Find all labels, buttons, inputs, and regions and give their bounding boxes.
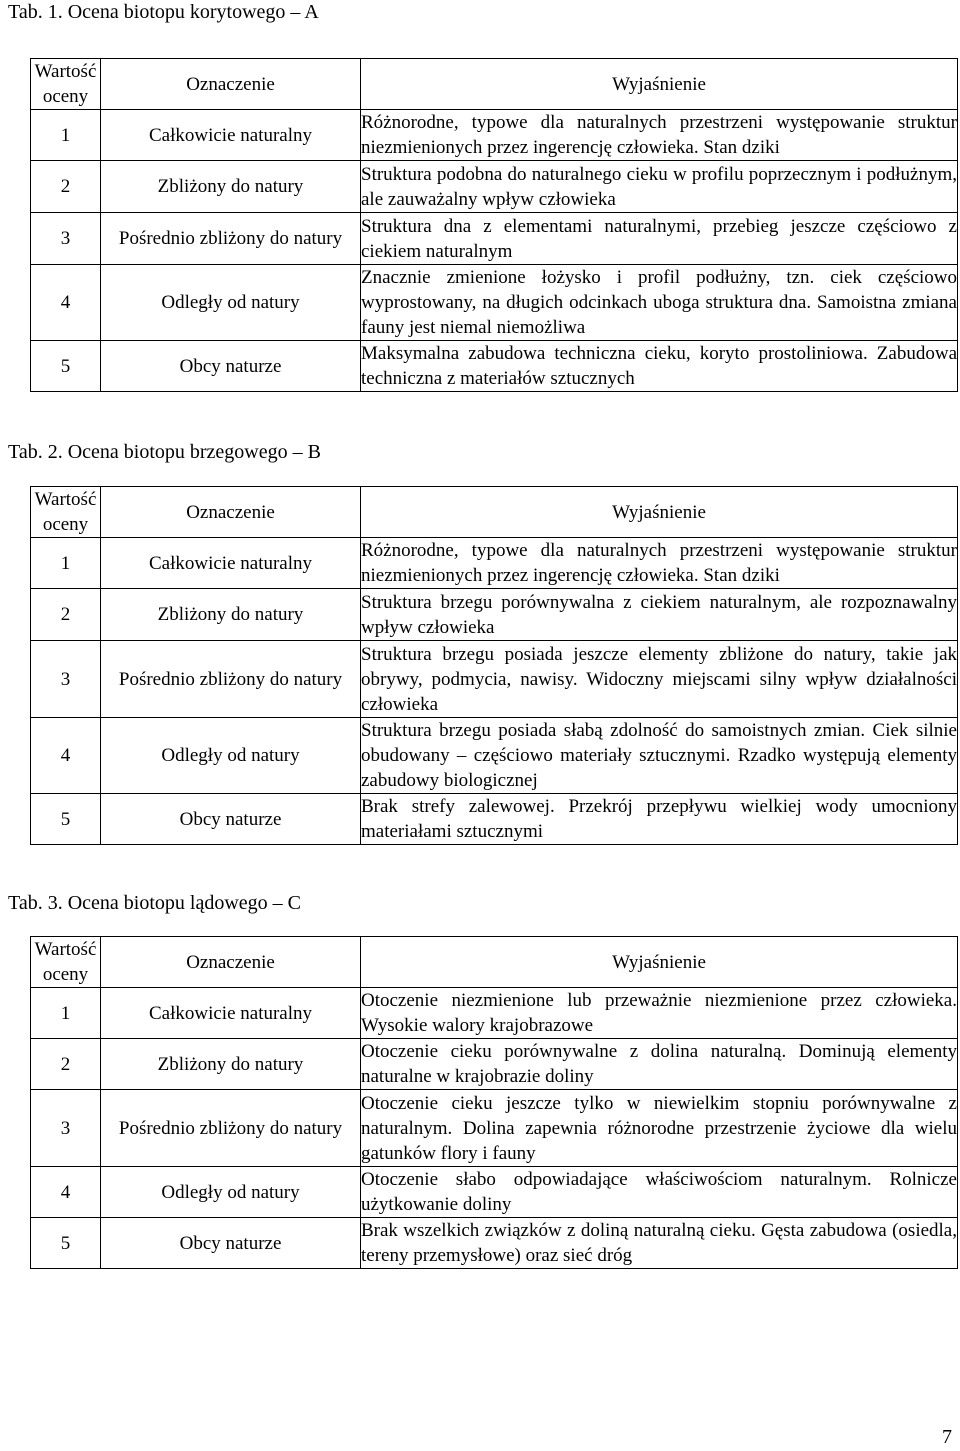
table-row [31, 1039, 958, 1090]
row-explanation: Różnorodne, typowe dla naturalnych przestrzeni występowanie struktur niezmienionych przez ingerencję człowieka. Stan dziki [361, 110, 958, 161]
header-value: Wartość oceny [31, 59, 101, 110]
table-row [31, 538, 958, 589]
table-2 [30, 486, 958, 845]
row-designation: Odległy od natury [101, 1167, 361, 1218]
row-designation: Odległy od natury [101, 265, 361, 341]
header-designation: Oznaczenie [101, 487, 361, 538]
table-row [31, 110, 958, 161]
row-designation: Zbliżony do natury [101, 589, 361, 641]
page-number: 7 [942, 1426, 952, 1448]
table-1-title: Tab. 1. Ocena biotopu korytowego – A [8, 1, 319, 23]
row-value: 1 [31, 110, 101, 161]
row-explanation: Struktura brzegu porównywalna z ciekiem naturalnym, ale rozpoznawalny wpływ człowieka [361, 589, 958, 641]
row-value: 3 [31, 641, 101, 718]
row-value: 3 [31, 1090, 101, 1167]
table-row [31, 1218, 958, 1269]
row-explanation: Struktura brzegu posiada jeszcze elementy zbliżone do natury, takie jak obrywy, podmycia, nawisy. Widoczny miejscami silny wpływ działalności człowieka [361, 641, 958, 718]
table-row [31, 1090, 958, 1167]
table-1 [30, 58, 958, 392]
row-explanation: Znacznie zmienione łożysko i profil podłużny, tzn. ciek częściowo wyprostowany, na długich odcinkach uboga struktura dna. Samoistna zmiana fauny jest niemal niemożliwa [361, 265, 958, 341]
table-row [31, 341, 958, 392]
row-value: 5 [31, 341, 101, 392]
row-explanation: Otoczenie niezmienione lub przeważnie niezmienione przez człowieka. Wysokie walory krajobrazowe [361, 988, 958, 1039]
header-explanation: Wyjaśnienie [361, 487, 958, 538]
row-designation: Pośrednio zbliżony do natury [101, 213, 361, 265]
row-designation: Obcy naturze [101, 341, 361, 392]
row-designation: Całkowicie naturalny [101, 988, 361, 1039]
row-value: 2 [31, 589, 101, 641]
row-value: 4 [31, 1167, 101, 1218]
table-row [31, 213, 958, 265]
header-designation: Oznaczenie [101, 59, 361, 110]
row-value: 1 [31, 538, 101, 589]
row-value: 5 [31, 1218, 101, 1269]
row-designation: Zbliżony do natury [101, 161, 361, 213]
table-row [31, 718, 958, 794]
row-explanation: Brak wszelkich związków z doliną naturalną cieku. Gęsta zabudowa (osiedla, tereny przemysłowe) oraz sieć dróg [361, 1218, 958, 1269]
header-value: Wartość oceny [31, 487, 101, 538]
row-designation: Obcy naturze [101, 794, 361, 845]
header-explanation: Wyjaśnienie [361, 937, 958, 988]
row-designation: Całkowicie naturalny [101, 538, 361, 589]
table-row [31, 161, 958, 213]
row-value: 2 [31, 1039, 101, 1090]
table-row [31, 988, 958, 1039]
table-header-row [31, 937, 958, 988]
header-explanation: Wyjaśnienie [361, 59, 958, 110]
row-explanation: Brak strefy zalewowej. Przekrój przepływu wielkiej wody umocniony materiałami sztucznymi [361, 794, 958, 845]
row-designation: Pośrednio zbliżony do natury [101, 641, 361, 718]
table-header-row [31, 59, 958, 110]
table-row [31, 589, 958, 641]
row-designation: Obcy naturze [101, 1218, 361, 1269]
table-row [31, 641, 958, 718]
row-value: 5 [31, 794, 101, 845]
row-explanation: Otoczenie cieku jeszcze tylko w niewielkim stopniu porównywalne z naturalnym. Dolina zapewnia różnorodne przestrzenie życiowe dla wielu gatunków flory i fauny [361, 1090, 958, 1167]
row-value: 1 [31, 988, 101, 1039]
row-value: 4 [31, 265, 101, 341]
table-row [31, 1167, 958, 1218]
header-value: Wartość oceny [31, 937, 101, 988]
table-header-row [31, 487, 958, 538]
row-explanation: Struktura brzegu posiada słabą zdolność do samoistnych zmian. Ciek silnie obudowany – częściowo materiały sztucznymi. Rzadko występują elementy zabudowy biologicznej [361, 718, 958, 794]
table-3-title: Tab. 3. Ocena biotopu lądowego – C [8, 892, 301, 914]
table-row [31, 265, 958, 341]
row-designation: Całkowicie naturalny [101, 110, 361, 161]
row-value: 2 [31, 161, 101, 213]
row-designation: Pośrednio zbliżony do natury [101, 1090, 361, 1167]
row-designation: Zbliżony do natury [101, 1039, 361, 1090]
row-explanation: Struktura podobna do naturalnego cieku w profilu poprzecznym i podłużnym, ale zauważalny wpływ człowieka [361, 161, 958, 213]
table-row [31, 794, 958, 845]
row-value: 4 [31, 718, 101, 794]
table-3 [30, 936, 958, 1269]
row-explanation: Struktura dna z elementami naturalnymi, przebieg jeszcze częściowo z ciekiem naturalnym [361, 213, 958, 265]
row-explanation: Otoczenie cieku porównywalne z dolina naturalną. Dominują elementy naturalne w krajobrazie doliny [361, 1039, 958, 1090]
row-explanation: Otoczenie słabo odpowiadające właściwościom naturalnym. Rolnicze użytkowanie doliny [361, 1167, 958, 1218]
row-value: 3 [31, 213, 101, 265]
table-2-title: Tab. 2. Ocena biotopu brzegowego – B [8, 441, 321, 463]
row-designation: Odległy od natury [101, 718, 361, 794]
row-explanation: Maksymalna zabudowa techniczna cieku, koryto prostoliniowa. Zabudowa techniczna z materiałów sztucznych [361, 341, 958, 392]
row-explanation: Różnorodne, typowe dla naturalnych przestrzeni występowanie struktur niezmienionych przez ingerencję człowieka. Stan dziki [361, 538, 958, 589]
header-designation: Oznaczenie [101, 937, 361, 988]
